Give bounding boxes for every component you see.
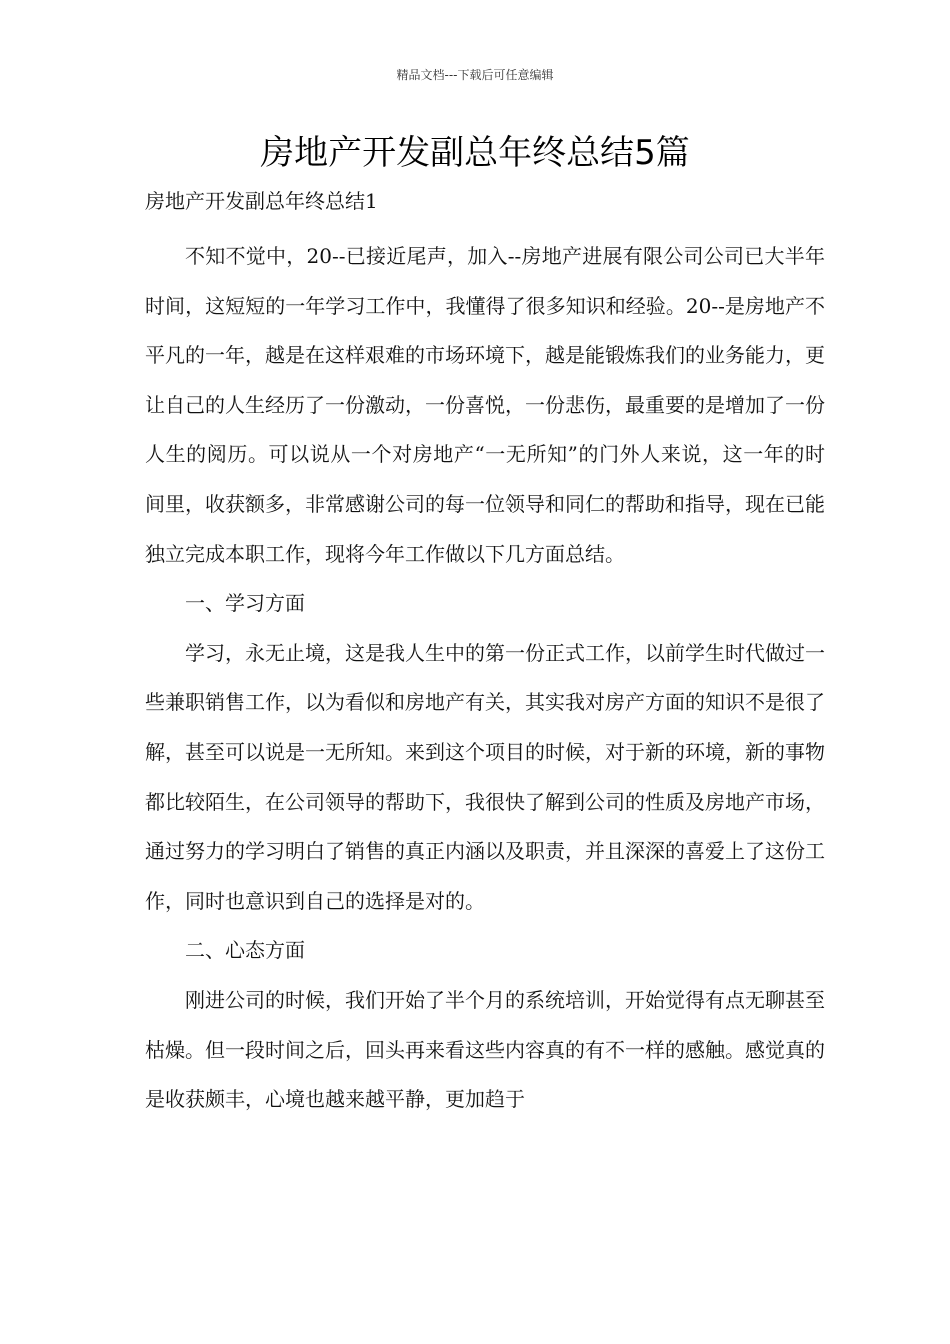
section-subtitle: 房地产开发副总年终总结1 — [145, 189, 378, 213]
paragraph-study: 学习，永无止境，这是我人生中的第一份正式工作，以前学生时代做过一些兼职销售工作，以为看似和房地产有关，其实我对房产方面的知识不是很了解，甚至可以说是一无所知。来到这个项目的时候，对于新的环境，新的事物都比较陌生，在公司领导的帮助下，我很快了解到公司的性质及房地产市场，通过努力的学习明白了销售的真正内涵以及职责，并且深深的喜爱上了这份工作，同时也意识到自己的选择是对的。 — [145, 640, 825, 913]
paragraph-mindset: 刚进公司的时候，我们开始了半个月的系统培训，开始觉得有点无聊甚至枯燥。但一段时间之后，回头再来看这些内容真的有不一样的感触。感觉真的是收获颇丰，心境也越来越平静，更加趋于 — [145, 987, 825, 1112]
paragraph-intro: 不知不觉中，20--已接近尾声，加入--房地产进展有限公司公司已大半年时间，这短短的一年学习工作中，我懂得了很多知识和经验。20--是房地产不平凡的一年，越是在这样艰难的市场环境下，越是能锻炼我们的业务能力，更让自己的人生经历了一份激动，一份喜悦，一份悲伤，最重要的是增加了一份人生的阅历。可以说从一个对房地产“一无所知”的门外人来说，这一年的时间里，收获额多，非常感谢公司的每一位领导和同仁的帮助和指导，现在已能独立完成本职工作，现将今年工作做以下几方面总结。 — [145, 244, 825, 566]
heading-mindset: 二、心态方面 — [185, 938, 305, 963]
header-note: 精品文档---下载后可任意编辑 — [396, 68, 554, 82]
heading-study: 一、学习方面 — [185, 591, 305, 616]
document-title: 房地产开发副总年终总结5篇 — [260, 133, 690, 173]
body-text — [145, 232, 825, 1125]
